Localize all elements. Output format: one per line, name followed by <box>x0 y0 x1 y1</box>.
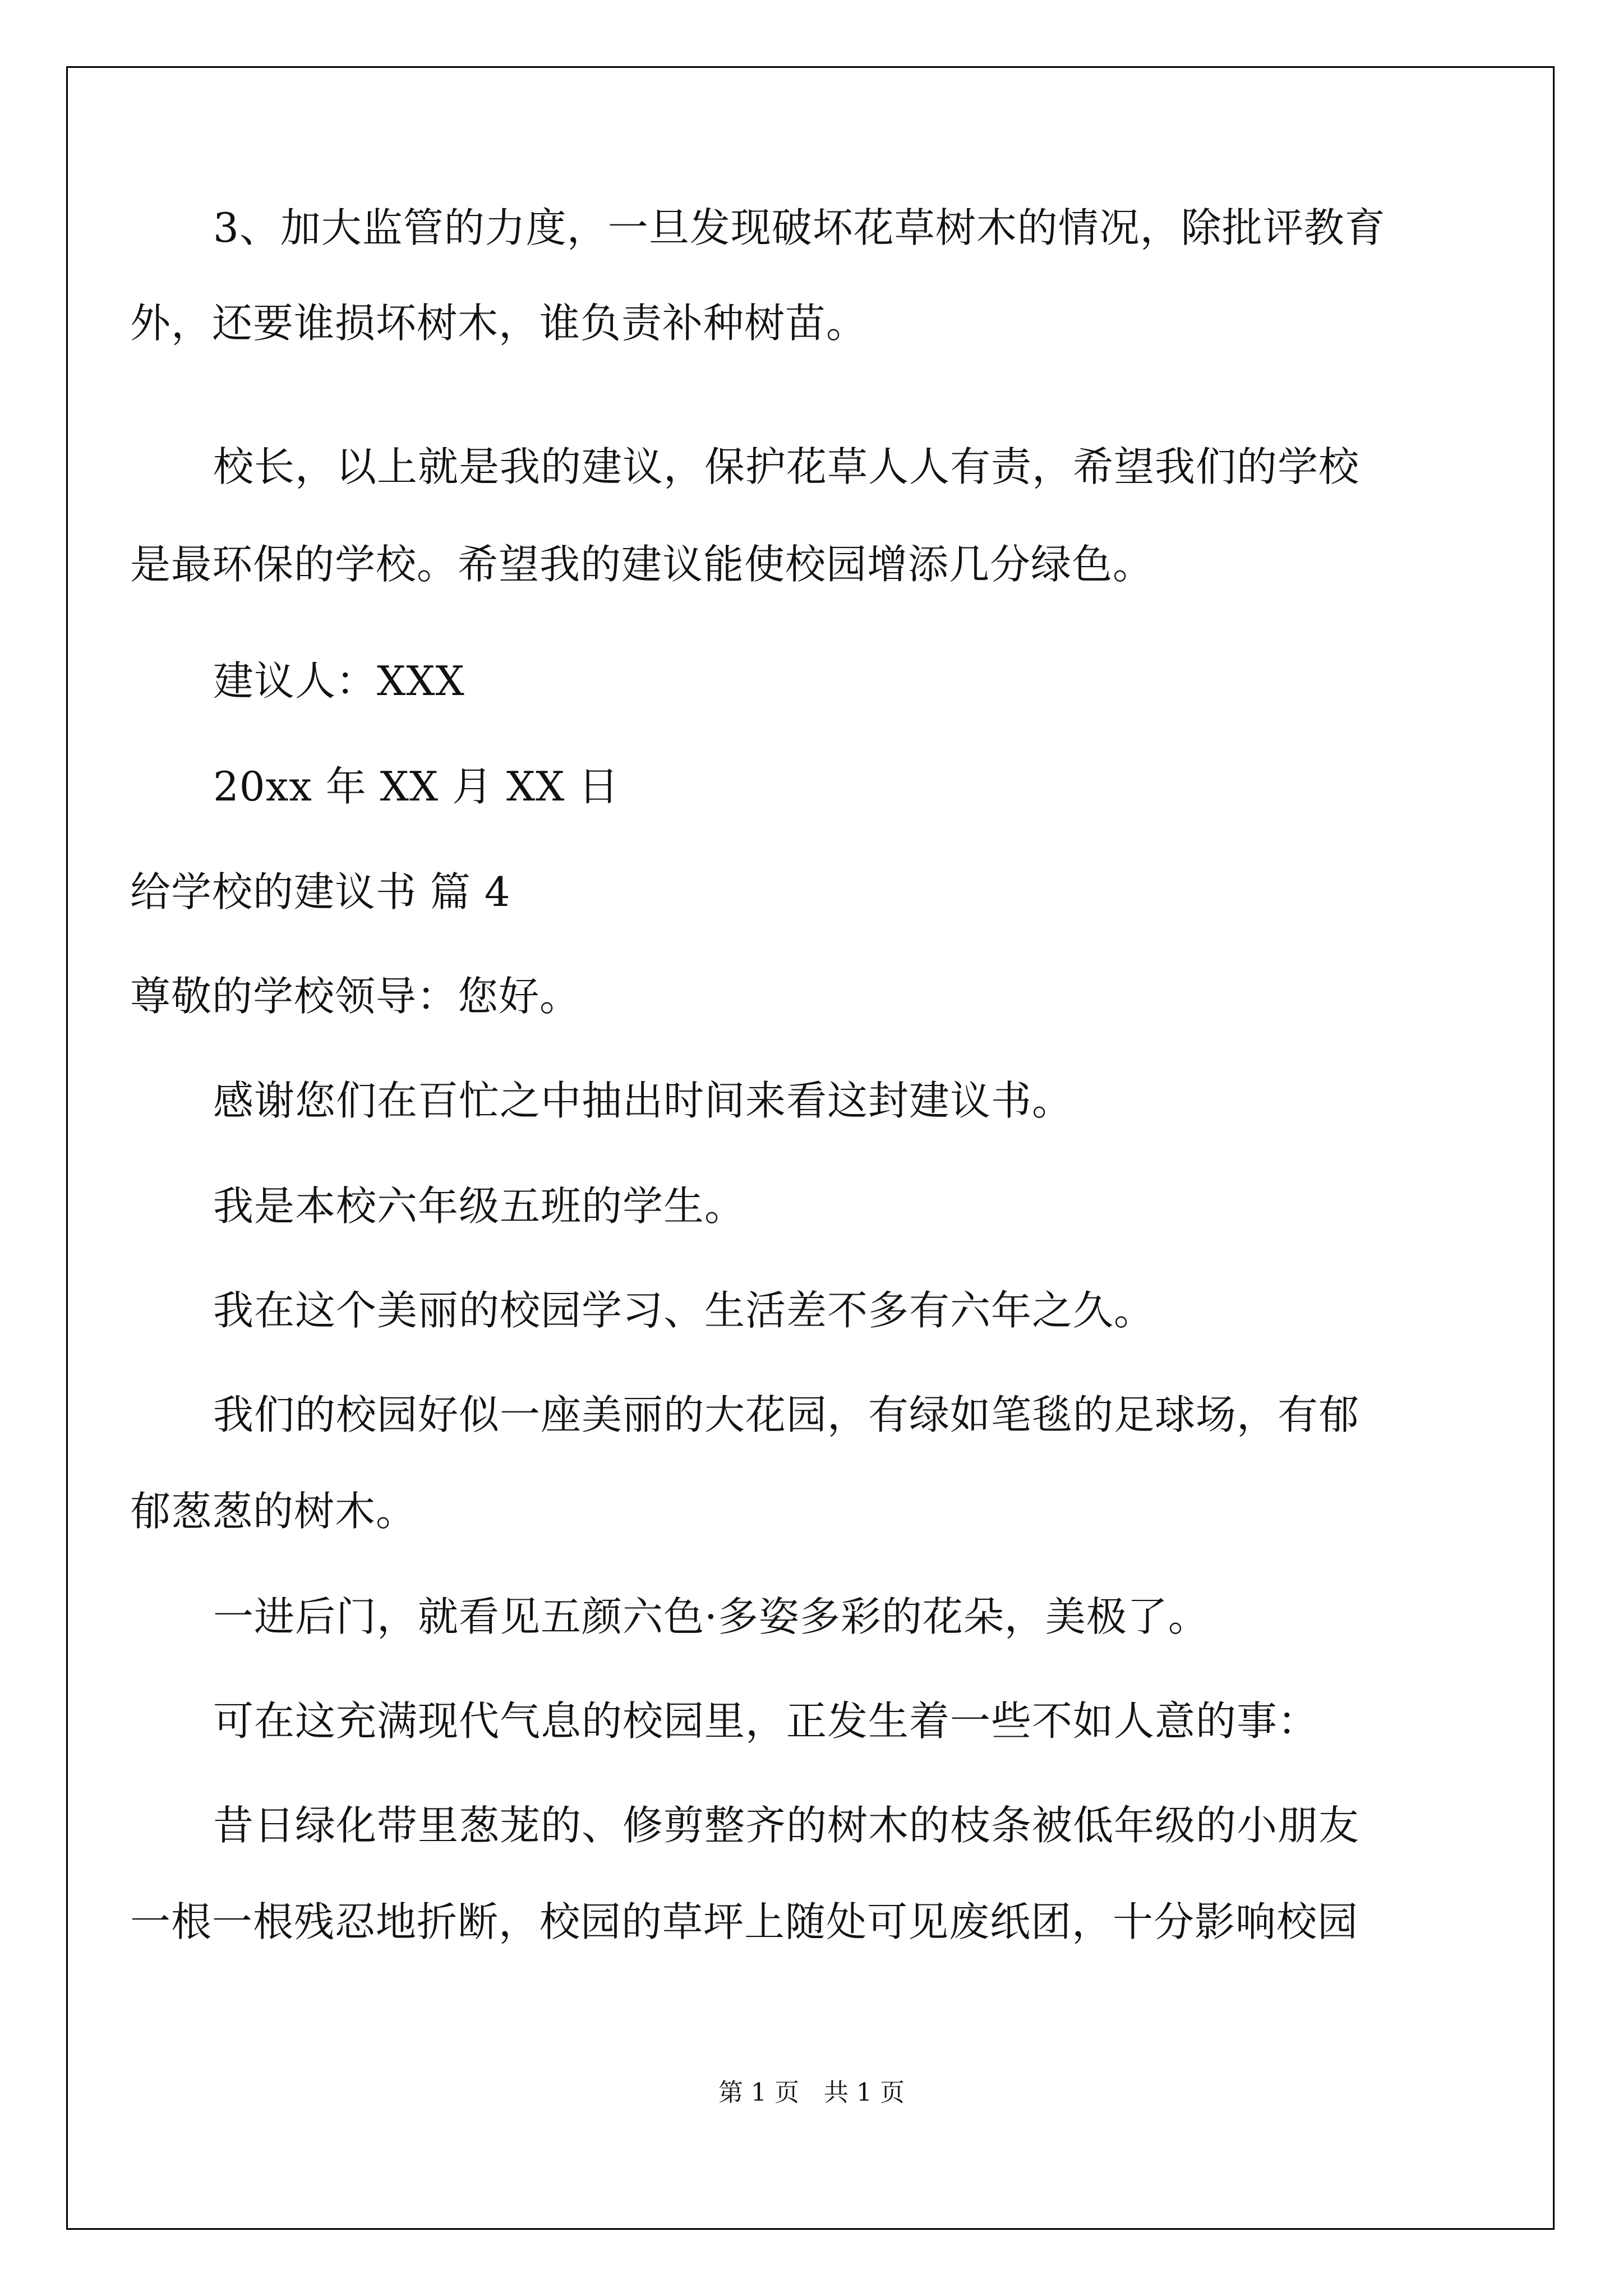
paragraph-line: 我在这个美丽的校园学习、生活差不多有六年之久。 <box>213 1287 1155 1334</box>
paragraph-line: 外，还要谁损坏树木，谁负责补种树苗。 <box>130 300 868 347</box>
page-number: 第 1 页 共 1 页 <box>718 2078 905 2107</box>
paragraph-line: 昔日绿化带里葱茏的、修剪整齐的树木的枝条被低年级的小朋友 <box>213 1802 1360 1849</box>
paragraph-line: 我们的校园好似一座美丽的大花园，有绿如笔毯的足球场，有郁 <box>213 1391 1360 1438</box>
paragraph-line: 校长，以上就是我的建议，保护花草人人有责，希望我们的学校 <box>213 443 1360 490</box>
salutation: 尊敬的学校领导：您好。 <box>130 973 581 1020</box>
paragraph-line: 感谢您们在百忙之中抽出时间来看这封建议书。 <box>213 1077 1073 1124</box>
section-heading: 给学校的建议书 篇 4 <box>130 868 511 915</box>
paragraph-line: 我是本校六年级五班的学生。 <box>213 1182 746 1230</box>
paragraph-line: 可在这充满现代气息的校园里，正发生着一些不如人意的事： <box>213 1697 1319 1745</box>
paragraph-line: 郁葱葱的树木。 <box>130 1488 417 1535</box>
paragraph-line: 3、加大监管的力度，一旦发现破坏花草树木的情况，除批评教育 <box>213 204 1386 251</box>
date-line: 20xx 年 XX 月 XX 日 <box>213 763 620 810</box>
paragraph-line: 是最环保的学校。希望我的建议能使校园增添几分绿色。 <box>130 541 1154 588</box>
paragraph-line: 一根一根残忍地折断，校园的草坪上随处可见废纸团，十分影响校园 <box>130 1898 1359 1945</box>
signature-line: 建议人：XXX <box>213 657 465 705</box>
paragraph-line: 一进后门，就看见五颜六色·多姿多彩的花朵，美极了。 <box>213 1593 1209 1640</box>
